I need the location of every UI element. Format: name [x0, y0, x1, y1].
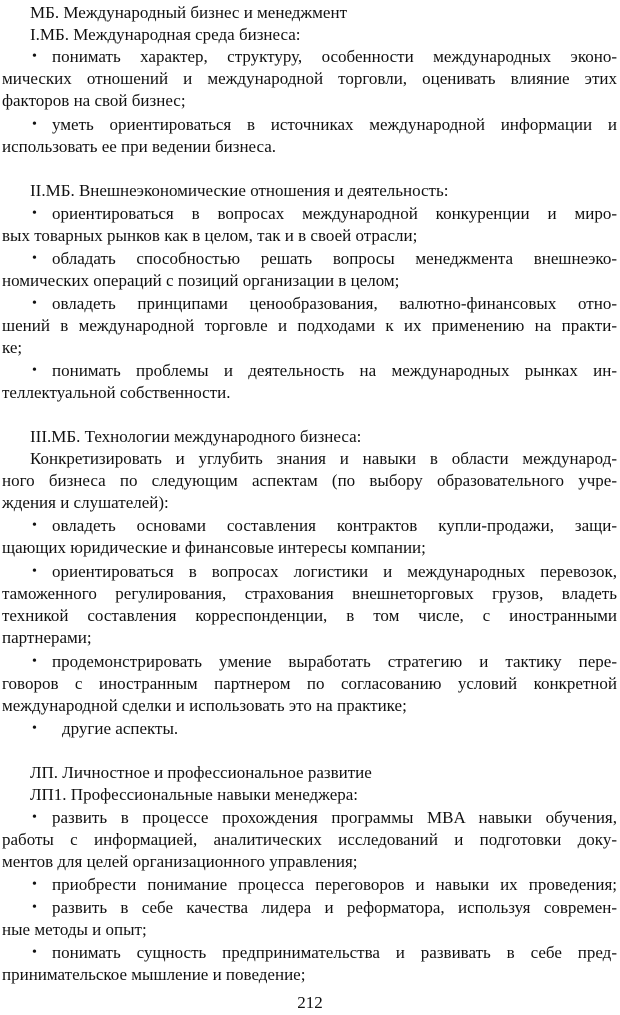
- bullet-marker: •: [32, 49, 37, 64]
- text-line: ного бизнеса по следующим аспектам (по выбору образовательного учре-: [2, 471, 617, 490]
- text-line: ориентироваться в вопросах международной конкуренции и миро-: [52, 204, 617, 223]
- page-number: 212: [297, 993, 323, 1012]
- text-line: обладать способностью решать вопросы менеджмента внешнеэко-: [52, 249, 617, 268]
- bullet-marker: •: [32, 206, 37, 221]
- bullet-marker: •: [32, 900, 37, 915]
- text-line: ориентироваться в вопросах логистики и международных перевозок,: [52, 562, 617, 581]
- text-line: работы с информацией, аналитических исследований и подготовки доку-: [2, 830, 617, 849]
- text-line: теллектуальной собственности.: [2, 383, 231, 402]
- text-line: ждения и слушателей):: [2, 493, 169, 512]
- text-line: овладеть основами составления контрактов купли-продажи, защи-: [52, 516, 617, 535]
- text-line: использовать ее при ведении бизнеса.: [2, 137, 277, 156]
- text-line: развить в себе качества лидера и реформатора, используя современ-: [52, 898, 617, 917]
- text-line: развить в процессе прохождения программы MBA навыки обучения,: [52, 808, 617, 827]
- text-line: щающих юридические и финансовые интересы компании;: [2, 538, 426, 557]
- text-line: приобрести понимание процесса переговоров и навыки их проведения;: [52, 875, 617, 894]
- text-line: факторов на свой бизнес;: [2, 91, 186, 110]
- text-line: принимательское мышление и поведение;: [2, 965, 306, 984]
- text-line: вых товарных рынков как в целом, так и в своей отрасли;: [2, 226, 418, 245]
- bullet-marker: •: [32, 721, 37, 736]
- bullet-marker: •: [32, 654, 37, 669]
- text-line: овладеть принципами ценообразования, валютно-финансовых отно-: [52, 294, 617, 313]
- subsection-heading: III.МБ. Технологии международного бизнеса:: [30, 427, 362, 446]
- text-line: понимать сущность предпринимательства и развивать в себе пред-: [52, 943, 617, 962]
- bullet-marker: •: [32, 363, 37, 378]
- text-line: ментов для целей организационного управления;: [2, 852, 358, 871]
- text-line: партнерами;: [2, 628, 92, 647]
- text-line: ные методы и опыт;: [2, 920, 147, 939]
- text-line: международной сделки и использовать это на практике;: [2, 696, 407, 715]
- bullet-marker: •: [32, 877, 37, 892]
- text-line: ке;: [2, 338, 23, 357]
- text-line: номических операций с позиций организации в целом;: [2, 271, 400, 290]
- subsection-heading: ЛП1. Профессиональные навыки менеджера:: [30, 785, 359, 804]
- text-line: таможенного регулирования, страхования внешнеторговых грузов, владеть: [2, 584, 617, 603]
- bullet-marker: •: [32, 564, 37, 579]
- bullet-marker: •: [32, 296, 37, 311]
- bullet-marker: •: [32, 810, 37, 825]
- text-line: продемонстрировать умение выработать стратегию и тактику пере-: [52, 652, 617, 671]
- section-heading: ЛП. Личностное и профессиональное развитие: [30, 763, 372, 782]
- text-line: шений в международной торговле и подходами к их применению на практи-: [2, 316, 617, 335]
- bullet-marker: •: [32, 117, 37, 132]
- bullet-marker: •: [32, 945, 37, 960]
- text-line: другие аспекты.: [62, 719, 179, 738]
- text-line: говоров с иностранным партнером по согласованию условий конкретной: [2, 674, 617, 693]
- text-line: мических отношений и международной торговли, оценивать влияние этих: [2, 69, 617, 88]
- text-line: Конкретизировать и углубить знания и навыки в области международ-: [30, 449, 617, 468]
- text-line: понимать характер, структуру, особенности международных эконо-: [52, 47, 617, 66]
- bullet-marker: •: [32, 251, 37, 266]
- bullet-marker: •: [32, 518, 37, 533]
- subsection-heading: I.МБ. Международная среда бизнеса:: [30, 25, 301, 44]
- text-line: понимать проблемы и деятельность на международных рынках ин-: [52, 361, 617, 380]
- subsection-heading: II.МБ. Внешнеэкономические отношения и деятельность:: [30, 181, 449, 200]
- section-heading: МБ. Международный бизнес и менеджмент: [30, 3, 347, 22]
- text-line: техникой составления корреспонденции, в том числе, с иностранными: [2, 606, 617, 625]
- text-line: уметь ориентироваться в источниках международной информации и: [52, 115, 617, 134]
